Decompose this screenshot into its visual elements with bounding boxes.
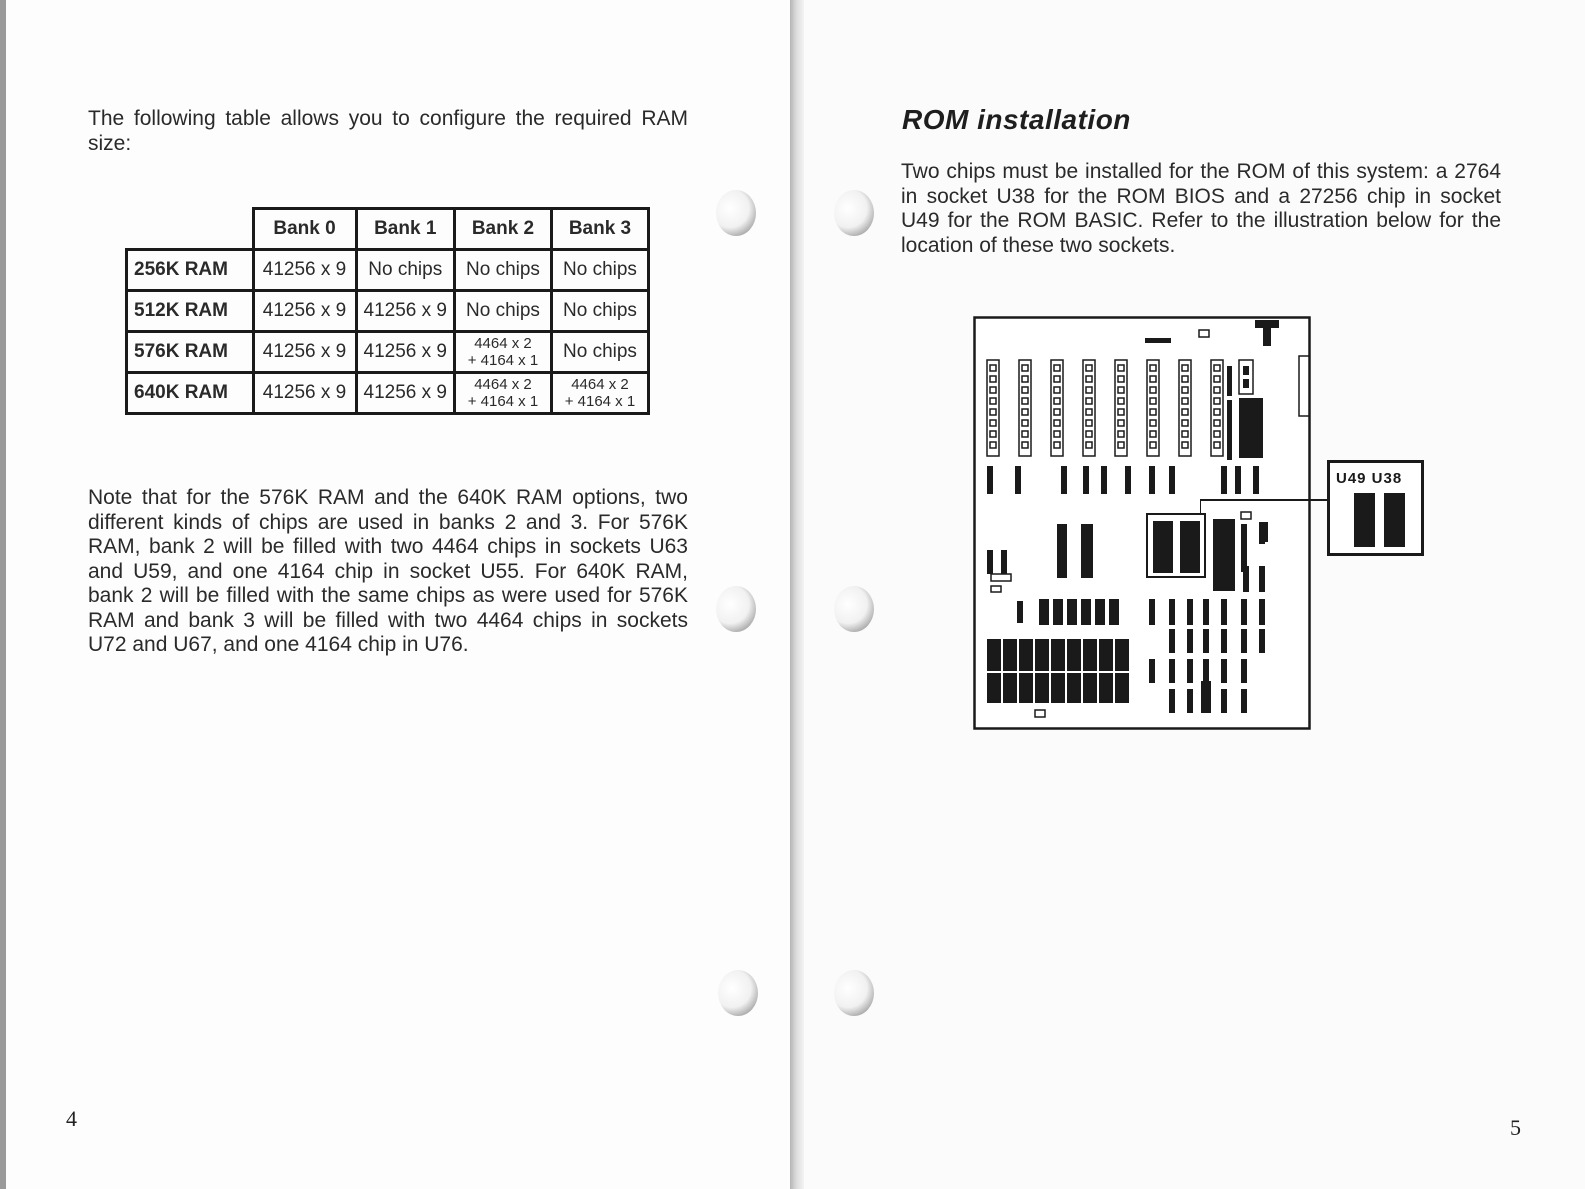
slot-pin xyxy=(1182,387,1188,393)
table-cell: 41256 x 9 xyxy=(356,291,454,332)
ic-chip xyxy=(1169,599,1175,625)
slot-pin xyxy=(1022,442,1028,448)
slot-pin xyxy=(1118,409,1124,415)
slot-pin xyxy=(1054,431,1060,437)
ic-chip xyxy=(1169,689,1175,713)
ic-chip xyxy=(1067,599,1077,625)
slot-pin xyxy=(1086,409,1092,415)
ram-chip xyxy=(1003,639,1017,671)
slot-pin xyxy=(1086,442,1092,448)
ic-chip xyxy=(1169,629,1175,653)
table-cell xyxy=(454,332,551,373)
binder-hole xyxy=(834,190,874,236)
header-bank-2: Bank 2 xyxy=(454,209,551,250)
ic-chip xyxy=(1187,599,1193,625)
ic-chip xyxy=(1125,466,1131,494)
slot-pin xyxy=(1054,420,1060,426)
slot-pin xyxy=(1150,376,1156,382)
ic-chip xyxy=(1221,629,1227,653)
table-cell: 41256 x 9 xyxy=(356,332,454,373)
slot-pin xyxy=(1022,398,1028,404)
ic-chip xyxy=(1095,599,1105,625)
slot-pin xyxy=(1022,387,1028,393)
page-number-right: 5 xyxy=(1510,1115,1521,1140)
ic-chip xyxy=(1169,466,1175,494)
table-corner xyxy=(127,209,254,250)
ic-chip xyxy=(1203,659,1209,683)
ic-chip xyxy=(1241,689,1247,713)
header-bank-0: Bank 0 xyxy=(253,209,356,250)
table-cell: 41256 x 9 xyxy=(253,291,356,332)
table-row xyxy=(127,332,649,373)
cell-line: + 4164 x 1 xyxy=(564,393,636,410)
slot-pin xyxy=(1118,398,1124,404)
header-bank-3: Bank 3 xyxy=(551,209,648,250)
ic-chip xyxy=(1149,659,1155,683)
board-part xyxy=(1243,379,1249,388)
ic-chip xyxy=(1083,466,1089,494)
row-label: 512K RAM xyxy=(127,291,254,332)
ic-chip xyxy=(1061,466,1067,494)
ram-chip xyxy=(1019,639,1033,671)
slot-pin xyxy=(1086,376,1092,382)
ram-chip xyxy=(1067,639,1081,671)
slot-pin xyxy=(1150,387,1156,393)
slot-pin xyxy=(1118,420,1124,426)
ic-chip xyxy=(1081,524,1093,578)
cell-line: + 4164 x 1 xyxy=(467,352,539,369)
ic-chip xyxy=(1221,599,1227,625)
ram-config-table xyxy=(125,207,650,415)
slot-pin xyxy=(1086,420,1092,426)
board-part xyxy=(1227,400,1232,460)
slot-pin xyxy=(1022,431,1028,437)
slot-pin xyxy=(1214,420,1220,426)
ram-chip xyxy=(987,673,1001,703)
ic-chip xyxy=(1259,629,1265,653)
ic-chip xyxy=(1017,601,1023,623)
ic-chip xyxy=(1081,599,1091,625)
slot-pin xyxy=(1214,387,1220,393)
slot-pin xyxy=(1214,398,1220,404)
ram-chip xyxy=(1035,673,1049,703)
slot-pin xyxy=(1150,398,1156,404)
slot-pin xyxy=(1150,365,1156,371)
ram-chip xyxy=(1019,673,1033,703)
ram-chip xyxy=(1099,673,1113,703)
binder-hole xyxy=(718,970,758,1016)
slot-pin xyxy=(990,431,996,437)
rom-socket-callout xyxy=(1327,460,1424,556)
cell-line: 4464 x 2 xyxy=(571,376,629,393)
table-cell: 41256 x 9 xyxy=(253,250,356,291)
slot-pin xyxy=(1214,376,1220,382)
ic-chip xyxy=(1187,689,1193,713)
table-cell: No chips xyxy=(551,250,648,291)
table-cell: 41256 x 9 xyxy=(253,373,356,414)
table-cell xyxy=(551,373,648,414)
table-cell: 41256 x 9 xyxy=(356,373,454,414)
ic-chip xyxy=(1169,659,1175,683)
table-row xyxy=(127,291,649,332)
slot-pin xyxy=(1150,420,1156,426)
cell-line: 4464 x 2 xyxy=(474,335,532,352)
slot-pin xyxy=(990,365,996,371)
cell-line: + 4164 x 1 xyxy=(467,393,539,410)
ic-chip xyxy=(1015,466,1021,494)
ic-chip xyxy=(1187,659,1193,683)
table-cell xyxy=(454,373,551,414)
page-number-left: 4 xyxy=(66,1106,77,1131)
slot-pin xyxy=(1054,365,1060,371)
ic-chip xyxy=(987,466,993,494)
board-part xyxy=(991,586,1001,592)
slot-pin xyxy=(1086,387,1092,393)
slot-pin xyxy=(990,442,996,448)
ic-chip xyxy=(1259,599,1265,625)
ic-chip xyxy=(1241,629,1247,653)
ic-chip xyxy=(1241,659,1247,683)
binder-hole xyxy=(834,586,874,632)
ic-chip xyxy=(1241,599,1247,625)
ram-chip xyxy=(1051,673,1065,703)
slot-pin xyxy=(1118,442,1124,448)
ic-chip xyxy=(1201,681,1211,713)
connector xyxy=(1299,356,1309,416)
ic-chip xyxy=(1101,466,1107,494)
board-part xyxy=(1239,398,1263,458)
slot-pin xyxy=(1054,409,1060,415)
table-cell: No chips xyxy=(551,291,648,332)
board-part xyxy=(1227,366,1232,396)
slot-pin xyxy=(1182,376,1188,382)
ram-chip xyxy=(1115,639,1129,671)
slot-pin xyxy=(1022,376,1028,382)
ic-chip xyxy=(1109,599,1119,625)
ic-chip xyxy=(1259,566,1265,592)
ic-chip xyxy=(1203,599,1209,625)
row-label: 576K RAM xyxy=(127,332,254,373)
ic-chip xyxy=(1053,599,1063,625)
slot-pin xyxy=(1214,409,1220,415)
ram-chip xyxy=(1035,639,1049,671)
slot-pin xyxy=(1214,365,1220,371)
u49-chip xyxy=(1354,493,1375,547)
board-part xyxy=(1199,330,1209,337)
note-paragraph: Note that for the 576K RAM and the 640K RAM options, two different kinds of chips are used in banks 2 and 3. For 576K RAM, bank 2 will be filled with two 4464 chips in sockets U63 and U59, and one 4164 chip in socket U55. For 640K RAM, bank 2 will be filled with the same chips as were used for 576K RAM and bank 3 will be filled with two 4464 chips in sockets U72 and U67, and one 4164 chip in U76. xyxy=(88,486,688,656)
row-label: 640K RAM xyxy=(127,373,254,414)
ic-chip xyxy=(1187,629,1193,653)
spine-gutter xyxy=(790,0,804,1189)
table-cell: No chips xyxy=(454,291,551,332)
slot-pin xyxy=(1182,398,1188,404)
slot-pin xyxy=(1054,387,1060,393)
slot-pin xyxy=(1182,420,1188,426)
ic-chip xyxy=(1001,550,1007,574)
rom-paragraph: Two chips must be installed for the ROM of this system: a 2764 in socket U38 for the ROM BIOS and a 27256 chip in socket U49 for the ROM BASIC. Refer to the illustration below for the location of these two sockets. xyxy=(901,160,1501,257)
board-part xyxy=(1243,366,1249,375)
slot-pin xyxy=(1150,442,1156,448)
ram-chip xyxy=(1051,639,1065,671)
slot-pin xyxy=(990,376,996,382)
rom-chip xyxy=(1153,521,1173,573)
ic-chip xyxy=(1241,524,1247,572)
slot-pin xyxy=(1150,409,1156,415)
binder-hole xyxy=(716,586,756,632)
slot-pin xyxy=(990,420,996,426)
slot-pin xyxy=(990,398,996,404)
table-cell: 41256 x 9 xyxy=(253,332,356,373)
slot-pin xyxy=(1086,398,1092,404)
ic-chip xyxy=(1243,566,1249,592)
slot-pin xyxy=(1022,365,1028,371)
intro-paragraph: The following table allows you to configure the required RAM size: xyxy=(88,107,688,155)
callout-connector xyxy=(1200,490,1330,530)
slot-pin xyxy=(1022,409,1028,415)
table-cell: No chips xyxy=(356,250,454,291)
callout-label: U49 U38 xyxy=(1336,470,1403,487)
board-part xyxy=(1035,710,1045,717)
table-row xyxy=(127,373,649,414)
ram-chip xyxy=(1003,673,1017,703)
section-heading: ROM installation xyxy=(902,104,1131,135)
board-part xyxy=(1145,338,1171,343)
slot-pin xyxy=(1118,365,1124,371)
row-label: 256K RAM xyxy=(127,250,254,291)
slot-pin xyxy=(1054,398,1060,404)
ram-chip xyxy=(1099,639,1113,671)
board-part xyxy=(1239,360,1253,394)
binder-hole xyxy=(834,970,874,1016)
slot-pin xyxy=(1118,431,1124,437)
slot-pin xyxy=(1086,431,1092,437)
ic-chip xyxy=(1221,689,1227,713)
slot-pin xyxy=(1054,376,1060,382)
ram-chip xyxy=(1115,673,1129,703)
ic-chip xyxy=(1203,629,1209,653)
slot-pin xyxy=(990,387,996,393)
slot-pin xyxy=(990,409,996,415)
slot-pin xyxy=(1118,376,1124,382)
slot-pin xyxy=(1182,431,1188,437)
ram-chip xyxy=(1083,639,1097,671)
slot-pin xyxy=(1022,420,1028,426)
slot-pin xyxy=(1054,442,1060,448)
slot-pin xyxy=(1118,387,1124,393)
ic-chip xyxy=(1057,524,1067,578)
ic-chip xyxy=(1149,466,1155,494)
ram-chip xyxy=(1083,673,1097,703)
ic-chip xyxy=(1039,599,1049,625)
slot-pin xyxy=(1150,431,1156,437)
ic-chip xyxy=(1149,599,1155,625)
ram-chip xyxy=(987,639,1001,671)
rom-chip xyxy=(1180,521,1200,573)
binder-hole xyxy=(716,190,756,236)
table-cell: No chips xyxy=(551,332,648,373)
slot-pin xyxy=(1214,442,1220,448)
ic-chip xyxy=(1221,659,1227,683)
table-cell: No chips xyxy=(454,250,551,291)
slot-pin xyxy=(1086,365,1092,371)
table-row xyxy=(127,250,649,291)
slot-pin xyxy=(1182,442,1188,448)
ram-chip xyxy=(1067,673,1081,703)
slot-pin xyxy=(1182,365,1188,371)
table-header-row xyxy=(127,209,649,250)
slot-pin xyxy=(1182,409,1188,415)
ic-chip xyxy=(987,550,993,574)
cell-line: 4464 x 2 xyxy=(474,376,532,393)
header-bank-1: Bank 1 xyxy=(356,209,454,250)
u38-chip xyxy=(1384,493,1405,547)
board-part xyxy=(991,574,1011,581)
board-part xyxy=(1263,326,1271,346)
slot-pin xyxy=(1214,431,1220,437)
